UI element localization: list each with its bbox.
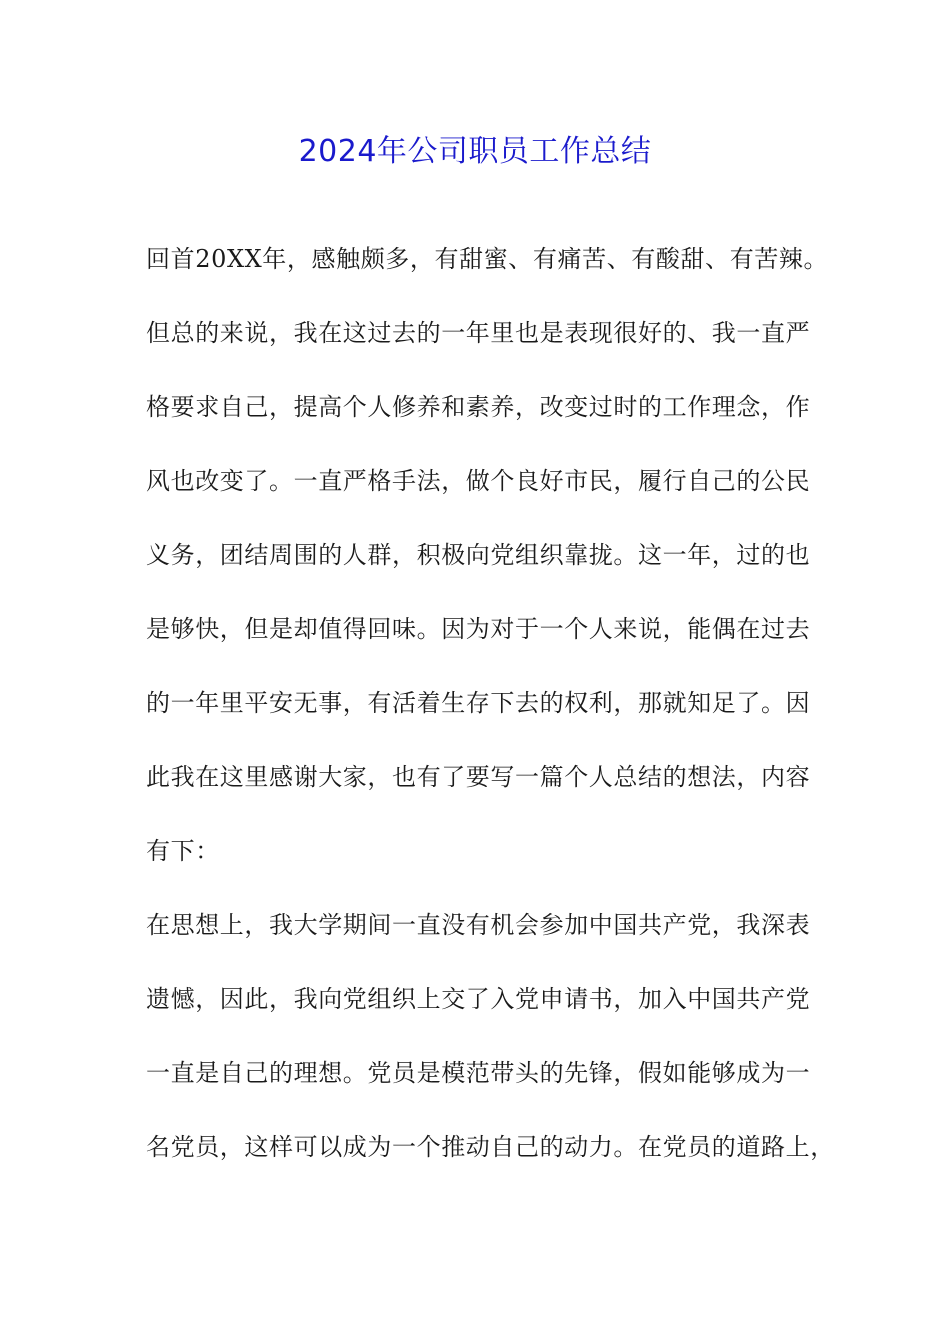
document-body xyxy=(146,234,835,1196)
body-line: 但总的来说，我在这过去的一年里也是表现很好的、我一直严 xyxy=(146,319,811,347)
body-line: 回首20XX年，感触颇多，有甜蜜、有痛苦、有酸甜、有苦辣。 xyxy=(146,245,829,273)
document-title: 2024年公司职员工作总结 xyxy=(298,134,652,169)
body-line: 在思想上，我大学期间一直没有机会参加中国共产党，我深表 xyxy=(146,911,811,939)
body-line: 风也改变了。一直严格手法，做个良好市民，履行自己的公民 xyxy=(146,467,811,495)
body-line: 有下： xyxy=(146,837,220,865)
body-line: 是够快，但是却值得回味。因为对于一个人来说，能偶在过去 xyxy=(146,615,811,643)
body-line: 义务，团结周围的人群，积极向党组织靠拢。这一年，过的也 xyxy=(146,541,811,569)
body-line: 此我在这里感谢大家，也有了要写一篇个人总结的想法，内容 xyxy=(146,763,811,791)
body-line: 格要求自己，提高个人修养和素养，改变过时的工作理念，作 xyxy=(146,393,811,421)
body-line: 名党员，这样可以成为一个推动自己的动力。在党员的道路上， xyxy=(146,1133,835,1161)
body-line: 的一年里平安无事，有活着生存下去的权利，那就知足了。因 xyxy=(146,689,811,717)
body-line: 一直是自己的理想。党员是模范带头的先锋，假如能够成为一 xyxy=(146,1059,811,1087)
body-line: 遗憾，因此，我向党组织上交了入党申请书，加入中国共产党 xyxy=(146,985,811,1013)
